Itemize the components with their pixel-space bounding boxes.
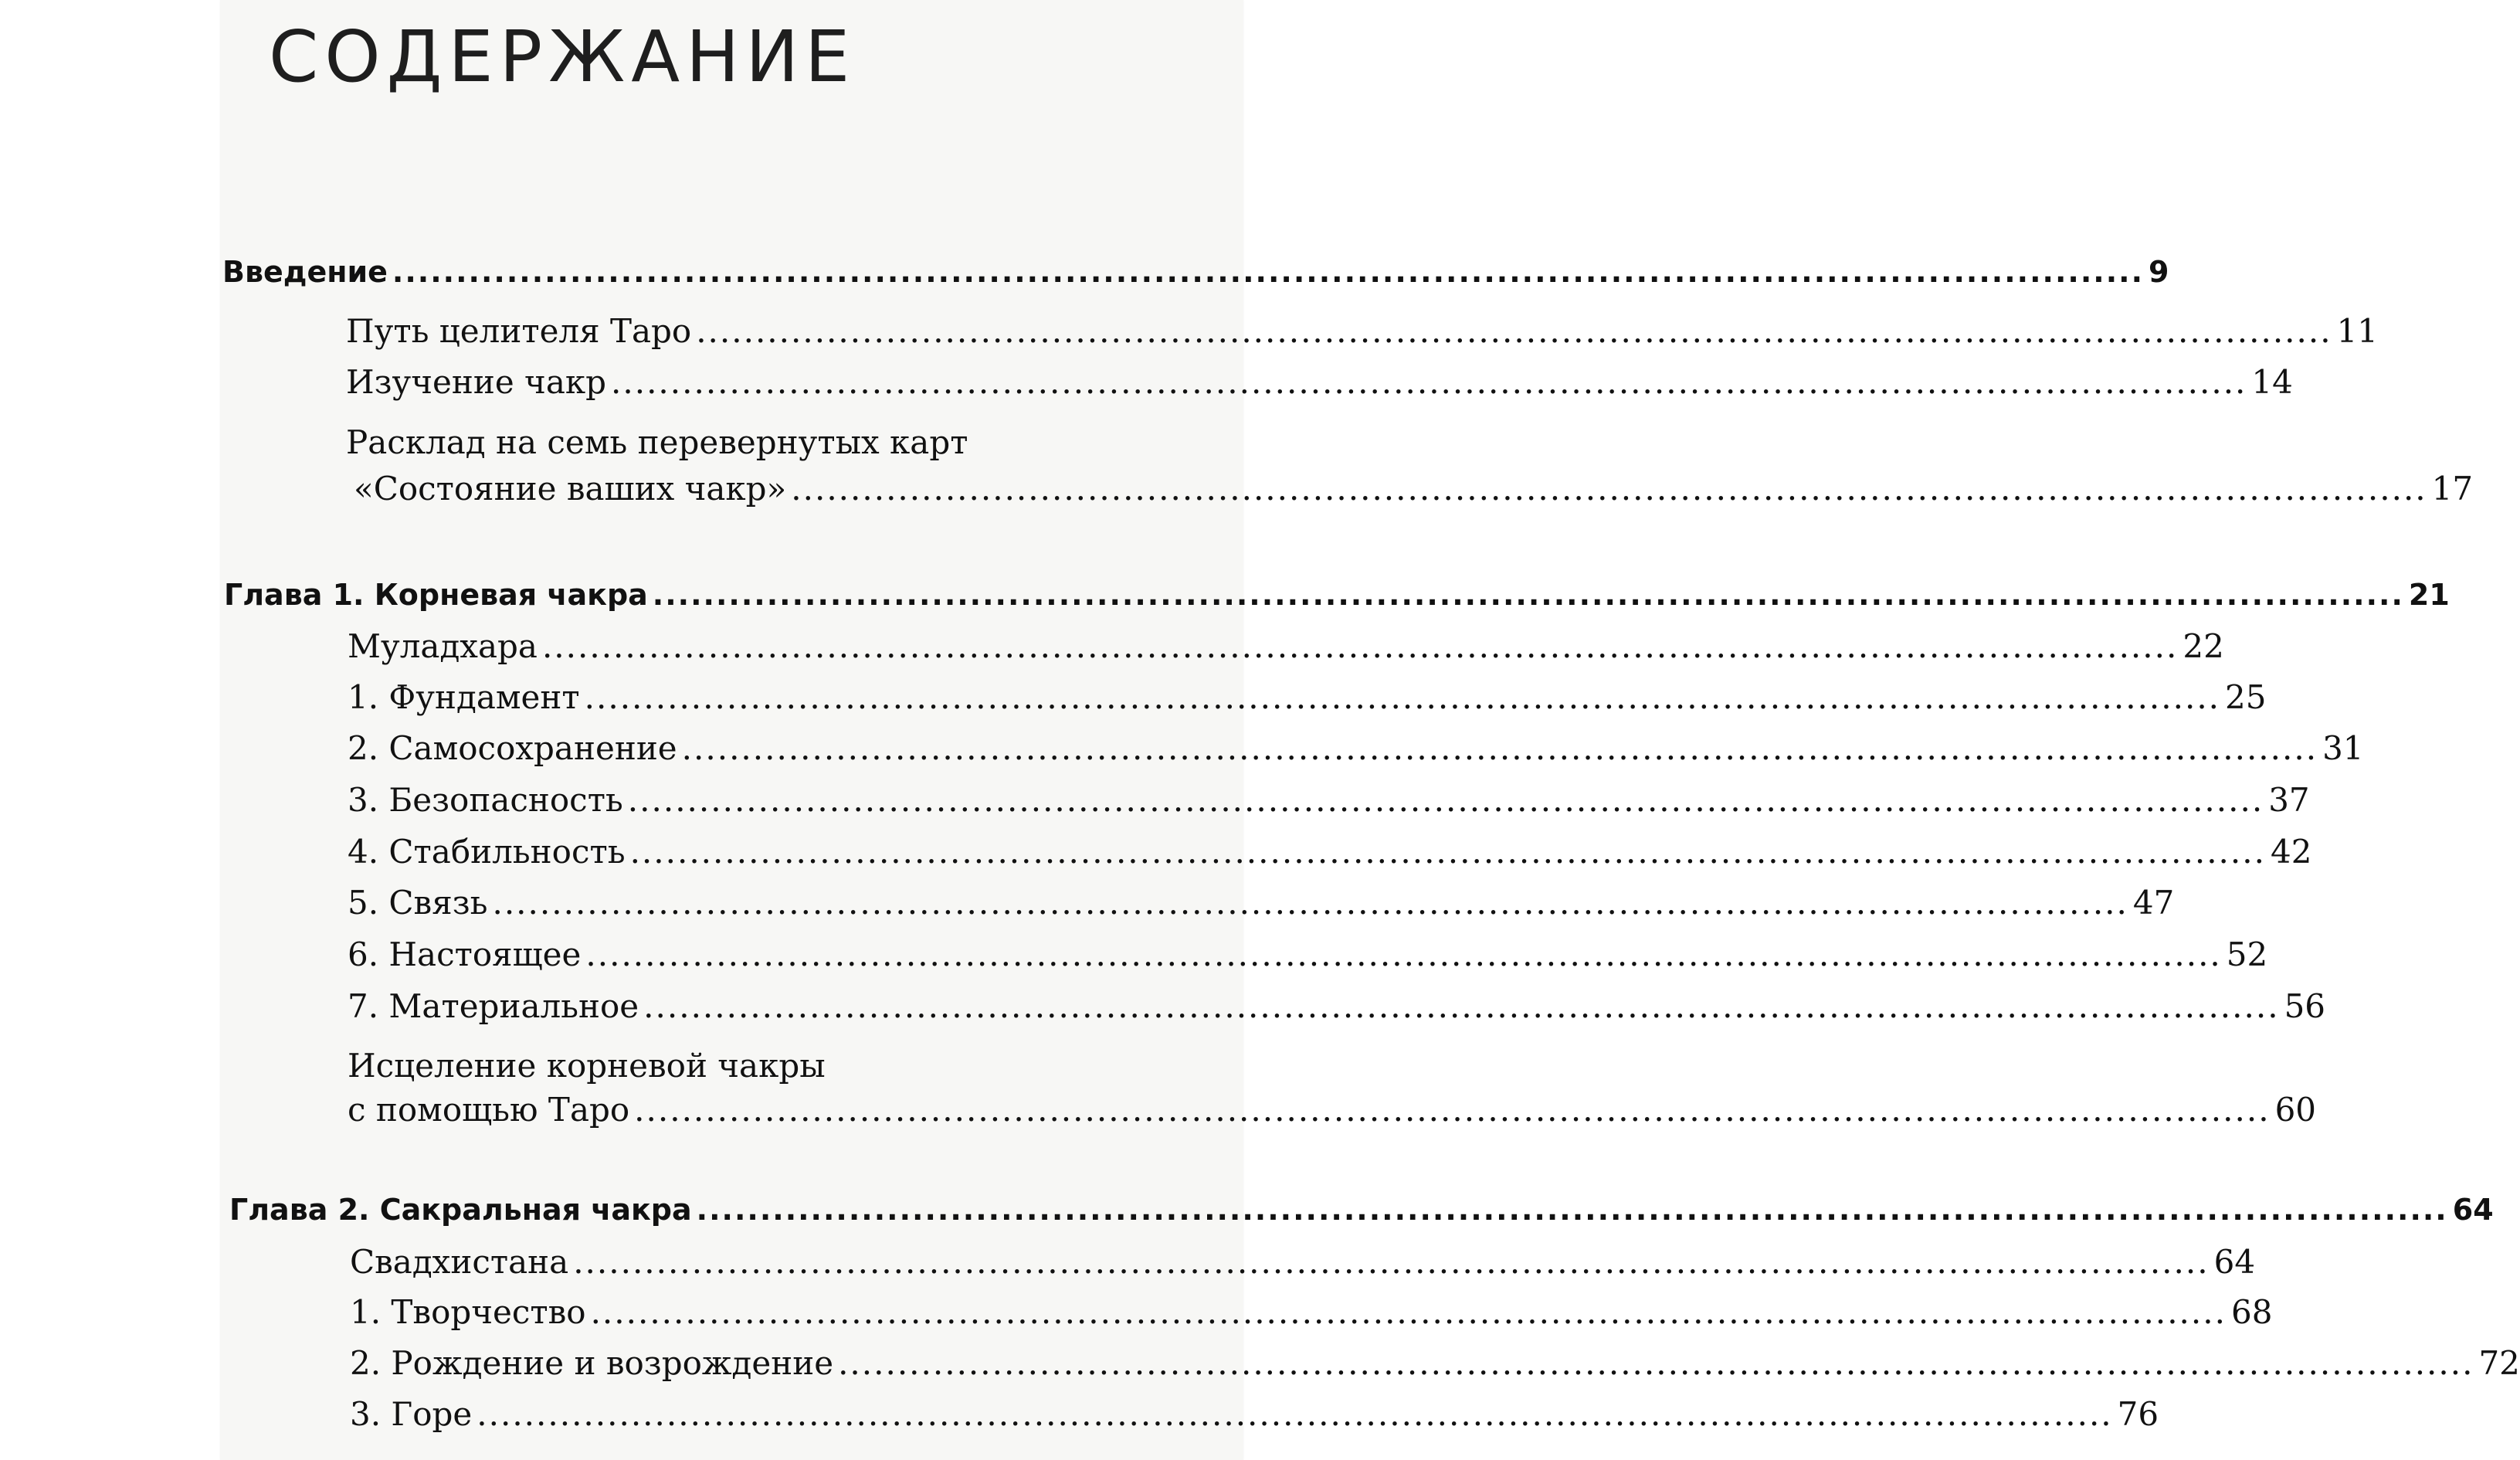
toc-entry-label: Изучение чакр <box>346 363 607 401</box>
dot-leader: .......................................................................................................................................... <box>590 1293 2227 1331</box>
dot-leader: .......................................................................................................................................... <box>643 987 2280 1025</box>
toc-entry[interactable] <box>348 627 2224 674</box>
dot-leader: .......................................................................................................................................... <box>629 833 2266 871</box>
toc-entry-label: 4. Стабильность <box>348 833 626 871</box>
dot-leader: .......................................................................................................................................... <box>492 884 2128 922</box>
toc-entry-label: 5. Связь <box>348 884 488 922</box>
toc-entry[interactable] <box>348 987 2326 1034</box>
toc-entry-label: 1. Фундамент <box>348 678 580 716</box>
toc-entry[interactable] <box>348 884 2175 930</box>
dot-leader: .......................................................................................................................................... <box>611 363 2247 401</box>
dot-leader: .......................................................................................................................................... <box>585 935 2222 973</box>
toc-entry[interactable] <box>350 1344 2520 1390</box>
toc-entry-page: 72 <box>2478 1344 2520 1382</box>
table-of-contents <box>220 0 2520 1460</box>
toc-entry-page: 14 <box>2251 363 2293 401</box>
toc-entry-label: 1. Творчество <box>350 1293 586 1331</box>
dot-leader: .......................................................................................................................................... <box>392 255 2145 289</box>
toc-entry-label: 2. Самосохранение <box>348 729 677 767</box>
toc-entry-label: 7. Материальное <box>348 987 639 1025</box>
toc-entry-page: 25 <box>2225 678 2267 716</box>
toc-entry-page: 31 <box>2322 729 2364 767</box>
toc-entry-label: Введение <box>222 255 388 289</box>
toc-entry[interactable] <box>346 312 2379 358</box>
dot-leader: .......................................................................................................................................... <box>627 781 2264 819</box>
toc-entry-label: 6. Настоящее <box>348 935 582 973</box>
toc-entry-label: Муладхара <box>348 627 538 665</box>
toc-entry-page: 47 <box>2132 884 2175 922</box>
toc-entry-page: 17 <box>2431 470 2474 508</box>
toc-entry[interactable] <box>346 363 2293 409</box>
dot-leader: .......................................................................................................................................... <box>477 1395 2113 1433</box>
toc-entry-page: 37 <box>2268 781 2310 819</box>
toc-entry-page: 21 <box>2408 578 2450 612</box>
dot-leader: .......................................................................................................................................... <box>584 678 2221 716</box>
toc-entry-label: Глава 1. Корневая чакра <box>224 578 648 612</box>
dot-leader: .......................................................................................................................................... <box>791 470 2427 508</box>
toc-entry-label: Путь целителя Таро <box>346 312 692 350</box>
toc-entry[interactable] <box>350 1395 2159 1441</box>
toc-entry-label: с помощью Таро <box>348 1091 630 1129</box>
toc-entry[interactable] <box>354 470 2474 516</box>
toc-entry-page: 52 <box>2226 935 2268 973</box>
toc-entry[interactable] <box>348 935 2268 982</box>
dot-leader: .......................................................................................................................................... <box>541 627 2179 665</box>
toc-entry-page: 22 <box>2183 627 2224 665</box>
toc-entry-page: 9 <box>2149 255 2169 289</box>
toc-entry[interactable] <box>224 578 2450 624</box>
toc-entry[interactable] <box>348 729 2364 776</box>
toc-entry-label: 3. Горе <box>350 1395 473 1433</box>
toc-entry[interactable] <box>348 678 2267 725</box>
toc-entry-page: 56 <box>2284 987 2326 1025</box>
toc-entry[interactable] <box>348 1091 2317 1137</box>
toc-entry-label: Свадхистана <box>350 1243 569 1281</box>
toc-entry-label[interactable]: Расклад на семь перевернутых карт <box>346 423 968 461</box>
dot-leader: .......................................................................................................................................... <box>634 1091 2271 1129</box>
toc-entry[interactable] <box>222 255 2169 301</box>
toc-entry-page: 64 <box>2452 1193 2494 1227</box>
toc-entry-page: 11 <box>2336 312 2379 350</box>
book-page <box>220 0 2520 1460</box>
dot-leader: .......................................................................................................................................... <box>681 729 2318 767</box>
toc-entry[interactable] <box>350 1243 2256 1289</box>
toc-entry-label: «Состояние ваших чакр» <box>354 470 787 508</box>
dot-leader: .......................................................................................................................................... <box>696 1193 2448 1227</box>
toc-entry-label: 3. Безопасность <box>348 781 623 819</box>
toc-entry-page: 60 <box>2274 1091 2317 1129</box>
toc-entry-label[interactable]: Исцеление корневой чакры <box>348 1047 826 1085</box>
dot-leader: .......................................................................................................................................... <box>652 578 2404 612</box>
toc-entry-page: 64 <box>2213 1243 2256 1281</box>
toc-entry[interactable] <box>348 833 2312 879</box>
toc-entry[interactable] <box>348 781 2310 827</box>
toc-entry-label: 2. Рождение и возрождение <box>350 1344 834 1382</box>
toc-entry-page: 42 <box>2270 833 2312 871</box>
dot-leader: .......................................................................................................................................... <box>573 1243 2210 1281</box>
dot-leader: .......................................................................................................................................... <box>838 1344 2474 1382</box>
toc-entry-page: 68 <box>2230 1293 2273 1331</box>
toc-entry-label: Глава 2. Сакральная чакра <box>229 1193 692 1227</box>
toc-entry-page: 76 <box>2117 1395 2159 1433</box>
dot-leader: .......................................................................................................................................... <box>696 312 2332 350</box>
toc-entry[interactable] <box>350 1293 2273 1339</box>
toc-entry[interactable] <box>229 1193 2494 1239</box>
page-title: СОДЕРЖАНИЕ <box>269 15 856 98</box>
